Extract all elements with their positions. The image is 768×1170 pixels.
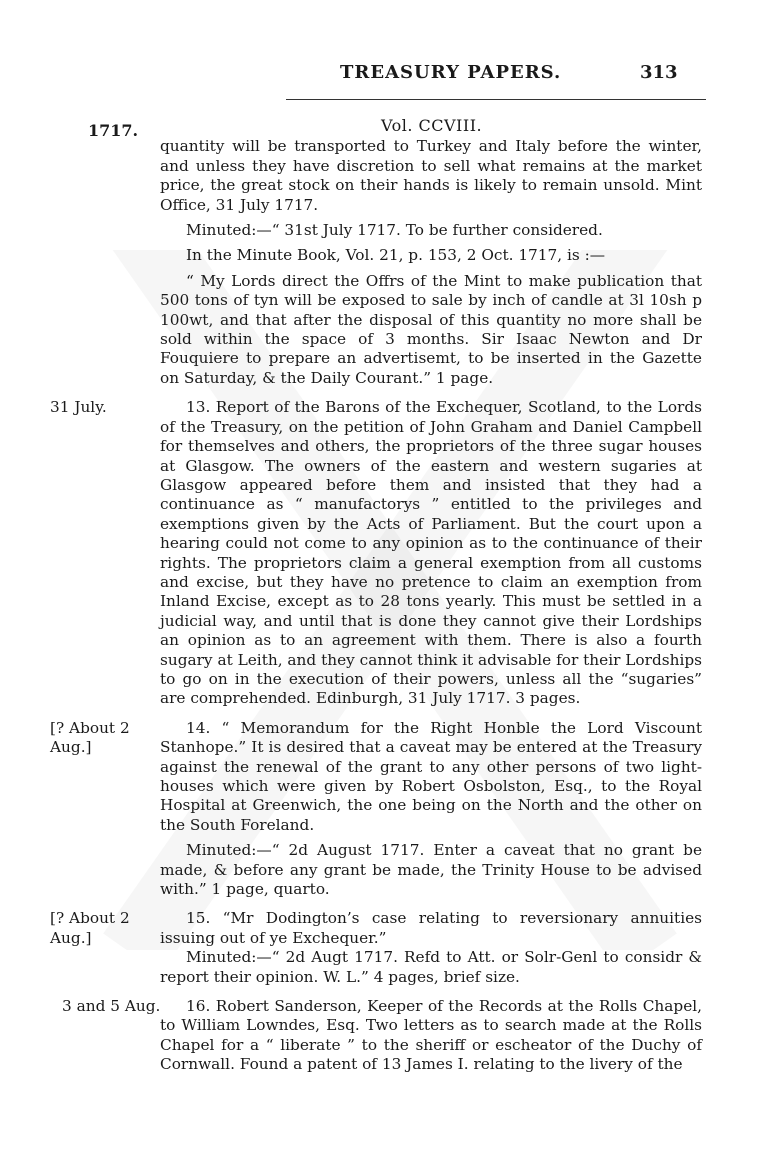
page-header [0,62,768,92]
entry-15 [0,909,768,987]
entry-paragraph: 15. “Mr Dodington’s case relating to reversionary annuities issuing out of ye Exchequer.” [160,909,702,947]
entry-13 [0,398,768,709]
entry-paragraph: 16. Robert Sanderson, Keeper of the Records at the Rolls Chapel, to William Lowndes, Esq. Two letters as to search made at the Rolls Chapel for a “ liberate ” to the sheriff or escheator of the Duchy of Cornwall. Found a patent of 13 James I. relating to the livery of the [160,997,702,1074]
entry-date: [? About 2 Aug.] [50,718,130,757]
year-label: 1717. [88,121,139,140]
entry-paragraph: quantity will be transported to Turkey and Italy before the winter, and unless they have discretion to sell what remains at the market price, the great stock on their hands is likely to remain unsold. Mint Office, 31 July 1717. [160,137,702,214]
entry-date: 3 and 5 Aug. [62,997,161,1016]
minuted-line: Minuted:—“ 2d August 1717. Enter a caveat that no grant be made, & before any grant be made, the Trinity House to be advised with.” 1 page, quarto. [160,841,702,899]
entry-date: [? About 2 Aug.] [50,909,130,947]
entry-14 [0,719,768,900]
page-number: 313 [640,62,678,83]
page-body [0,116,768,1075]
entry-16 [0,997,768,1075]
header-rule [286,99,706,100]
entry-paragraph: “ My Lords direct the Offrs of the Mint to make publication that 500 tons of tyn will be exposed to sale by inch of candle at 3l 10sh p 100wt, and that after the disposal of this quantity no more shall be sold within the space of 3 months. Sir Isaac Newton and Dr Fouquiere to prepare an advertisemt, to be inserted in the Gazette on Saturday, & the Daily Courant.” 1 page. [160,271,702,387]
entry-continuation [0,137,768,388]
minute-book-line: In the Minute Book, Vol. 21, p. 153, 2 Oct. 1717, is :— [186,246,606,265]
volume-label: Vol. CCVIII. [381,116,483,135]
minuted-line: Minuted:—“ 2d Augt 1717. Refd to Att. or Solr-Genl to considr & report their opinion. W. L.” 4 pages, brief size. [160,948,702,986]
entry-date: 31 July. [50,398,107,417]
minuted-line: Minuted:—“ 31st July 1717. To be further considered. [186,221,603,240]
entry-paragraph: 14. “ Memorandum for the Right Honble the Lord Viscount Stanhope.” It is desired that a caveat may be entered at the Treasury against the renewal of the grant to any other persons of two light-houses which were given by Robert Osbolston, Esq., to the Royal Hospital at Greenwich, the one being on the North and the other on the South Foreland. [160,718,702,834]
volume-heading [0,116,768,140]
running-title: TREASURY PAPERS. [340,62,562,83]
entry-paragraph: 13. Report of the Barons of the Exchequer, Scotland, to the Lords of the Treasury, on the petition of John Graham and Daniel Campbell for themselves and others, the proprietors of the three sugar houses at Glasgow. The owners of the eastern and western sugaries at Glasgow appeared before them and insisted that they had a continuance as “ manufactorys ” entitled to the privileges and exemptions given by the Acts of Parliament. But the court upon a hearing could not come to any opinion as to the continuance of their rights. The proprietors claim a general exemption from all customs and excise, but they have no pretence to claim an exemption from Inland Excise, except as to 28 tons yearly. This must be settled in a judicial way, and until that is done they cannot give their Lordships an opinion as to an agreement with them. There is also a fourth sugary at Leith, and they cannot think it advisable for their Lordships to go on in the execution of their powers, unless all the “sugaries” are comprehended. Edinburgh, 31 July 1717. 3 pages. [160,398,702,708]
